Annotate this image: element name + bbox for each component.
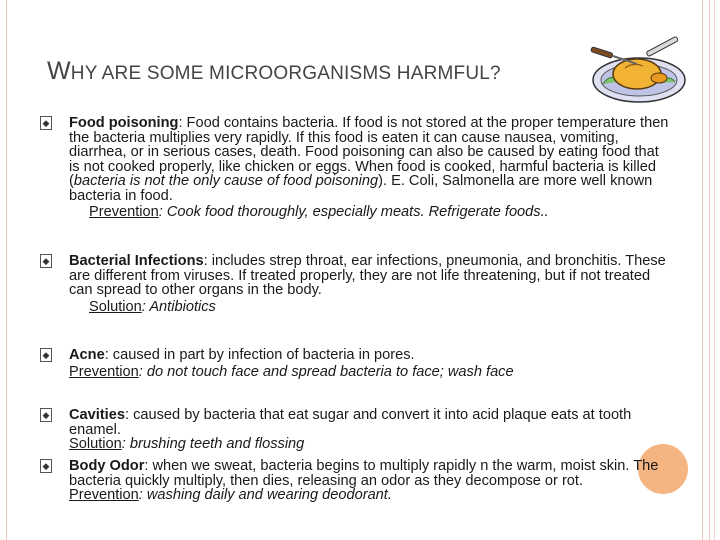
slide-border-left — [6, 0, 7, 540]
bullet-icon: ◆ — [40, 348, 52, 362]
solution-text: : Antibiotics — [141, 298, 216, 315]
bullet-cavities — [40, 408, 670, 452]
bullet-bacterial-infections — [40, 254, 670, 314]
solution-text: : brushing teeth and flossing — [121, 436, 305, 452]
bullet-text: ). E. Coli, Salmonella are more well known bacteria in food. — [69, 173, 653, 204]
bullet-icon: ◆ — [40, 254, 52, 268]
bullet-heading: Body Odor — [69, 458, 145, 474]
title-rest: HY ARE SOME MICROORGANISMS HARMFUL? — [70, 63, 501, 84]
prevention-label: Prevention — [89, 204, 159, 220]
bullet-text: : caused by bacteria that eat sugar and convert it into acid plaque eats at tooth enamel. — [69, 407, 632, 438]
solution-label: Solution — [69, 436, 122, 452]
prevention-label: Prevention — [69, 363, 139, 380]
bullet-food-poisoning — [40, 116, 670, 220]
bullet-icon: ◆ — [40, 408, 52, 422]
bullet-body-odor — [40, 459, 670, 503]
prevention-text: : washing daily and wearing deodorant. — [138, 487, 392, 503]
bullet-text: : includes strep throat, ear infections, pneumonia, and bronchitis. These are different from viruses. If treated properly, they are not life threatening, but if not treated can spread to other organs in the body. — [69, 253, 666, 298]
solution-label: Solution — [89, 298, 142, 315]
bullet-heading: Bacterial Infections — [69, 253, 204, 269]
slide-border-right — [702, 0, 703, 540]
slide-border-right — [709, 0, 710, 540]
prevention-text: : do not touch face and spread bacteria to face; wash face — [138, 363, 514, 380]
bullet-text: : caused in part by infection of bacteria in pores. — [104, 347, 415, 363]
bullet-text: : when we sweat, bacteria begins to multiply rapidly n the warm, moist skin. The bacteria quickly multiply, then dies, releasing an odor as they decompose or rot. — [69, 458, 659, 489]
slide-title — [47, 57, 501, 86]
slide-border-right — [714, 0, 715, 540]
roast-chicken-icon — [585, 36, 689, 106]
bullet-heading: Cavities — [69, 407, 125, 423]
bullet-text-italic: bacteria is not the only cause of food poisoning — [73, 173, 379, 189]
bullet-icon: ◆ — [40, 116, 52, 130]
bullet-acne — [40, 348, 670, 379]
prevention-label: Prevention — [69, 487, 139, 503]
bullet-text: : Food contains bacteria. If food is not stored at the proper temperature then the bacteria multiplies very rapidly. If this food is eaten it can cause nausea, vomiting, diarrhea, or in serious cases, death. Food poisoning can also be caused by eating food that is not cooked properly, like chicken or eggs. When food is cooked, harmful bacteria is killed ( — [69, 115, 669, 189]
bullet-heading: Acne — [69, 347, 105, 363]
bullet-heading: Food poisoning — [69, 115, 179, 131]
prevention-text: : Cook food thoroughly, especially meats. Refrigerate foods.. — [158, 204, 549, 220]
bullet-icon: ◆ — [40, 459, 52, 473]
title-initial: W — [47, 57, 71, 85]
